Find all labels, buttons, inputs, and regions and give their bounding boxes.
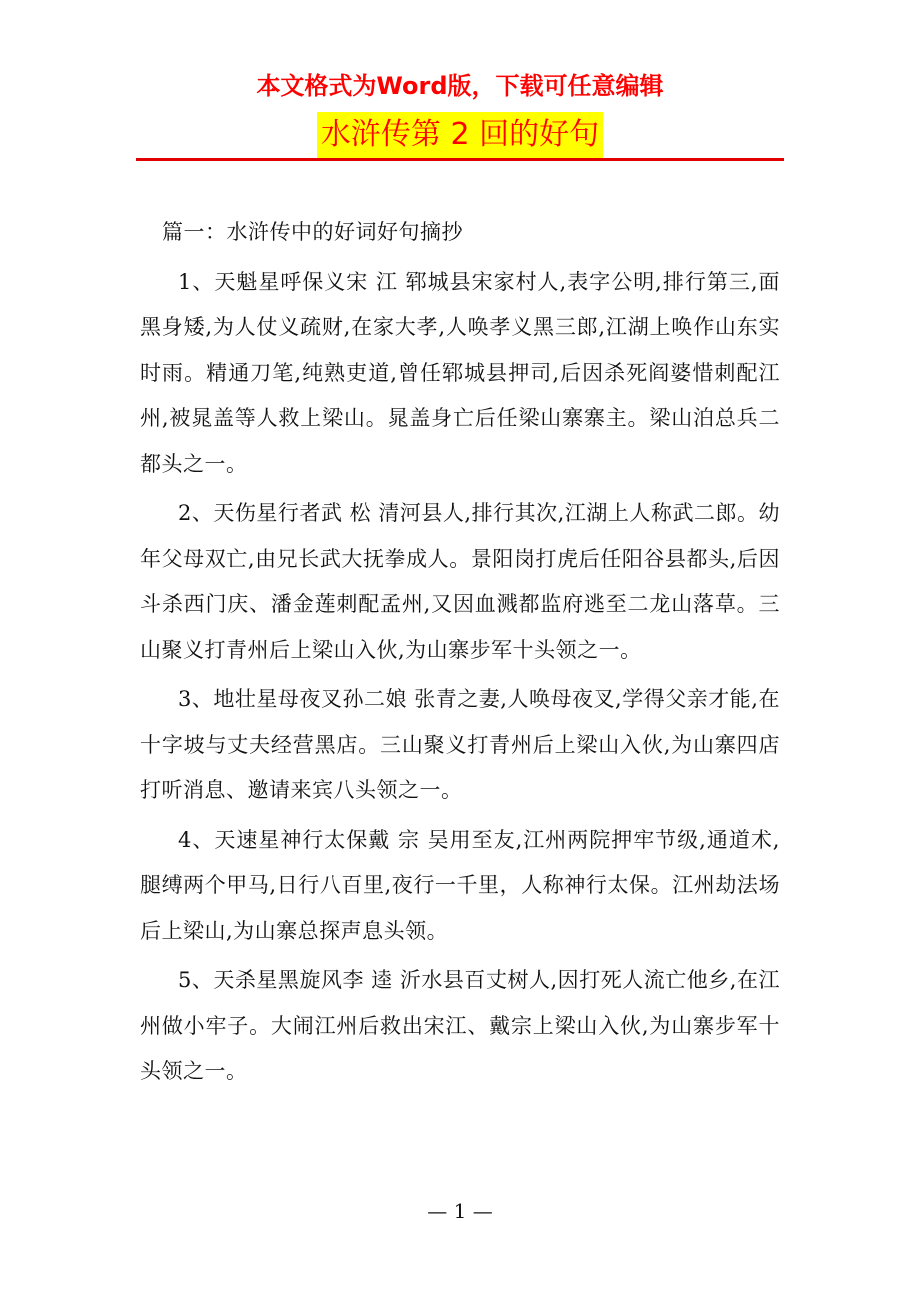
section-heading: 篇一：水浒传中的好词好句摘抄	[162, 220, 463, 244]
paragraph-2: 2、天伤星行者武 松 清河县人,排行其次,江湖上人称武二郎。幼年父母双亡,由兄长武大抚拳成人。景阳岗打虎后任阳谷县都头,后因斗杀西门庆、潘金莲刺配孟州,又因血溅都监府逃至二龙山落草。三山聚义打青州后上梁山入伙,为山寨步军十头领之一。	[140, 501, 780, 662]
document-body	[140, 210, 780, 1099]
paragraph-3: 3、地壮星母夜叉孙二娘 张青之妻,人唤母夜叉,学得父亲才能,在十字坡与丈夫经营黑店。三山聚义打青州后上梁山入伙,为山寨四店打听消息、邀请来宾八头领之一。	[140, 687, 780, 802]
paragraph-1: 1、天魁星呼保义宋 江 郓城县宋家村人,表字公明,排行第三,面黑身矮,为人仗义疏财,在家大孝,人唤孝义黑三郎,江湖上唤作山东实时雨。精通刀笔,纯熟吏道,曾任郓城县押司,后因杀死阎婆惜刺配江州,被晁盖等人救上梁山。晁盖身亡后任梁山寨寨主。梁山泊总兵二都头之一。	[140, 269, 780, 476]
paragraph-5: 5、天杀星黑旋风李 逵 沂水县百丈树人,因打死人流亡他乡,在江州做小牢子。大闹江州后救出宋江、戴宗上梁山入伙,为山寨步军十头领之一。	[140, 968, 780, 1083]
document-title: 水浒传第 2 回的好句	[317, 112, 603, 158]
page-number: — 1 —	[427, 1199, 493, 1223]
paragraph-4: 4、天速星神行太保戴 宗 吴用至友,江州两院押牢节级,通道术,腿缚两个甲马,日行八百里,夜行一千里，人称神行太保。江州劫法场后上梁山,为山寨总探声息头领。	[140, 827, 780, 943]
title-divider	[136, 158, 784, 161]
format-banner: 本文格式为Word版，下载可任意编辑	[256, 72, 664, 100]
title-container	[0, 112, 920, 158]
